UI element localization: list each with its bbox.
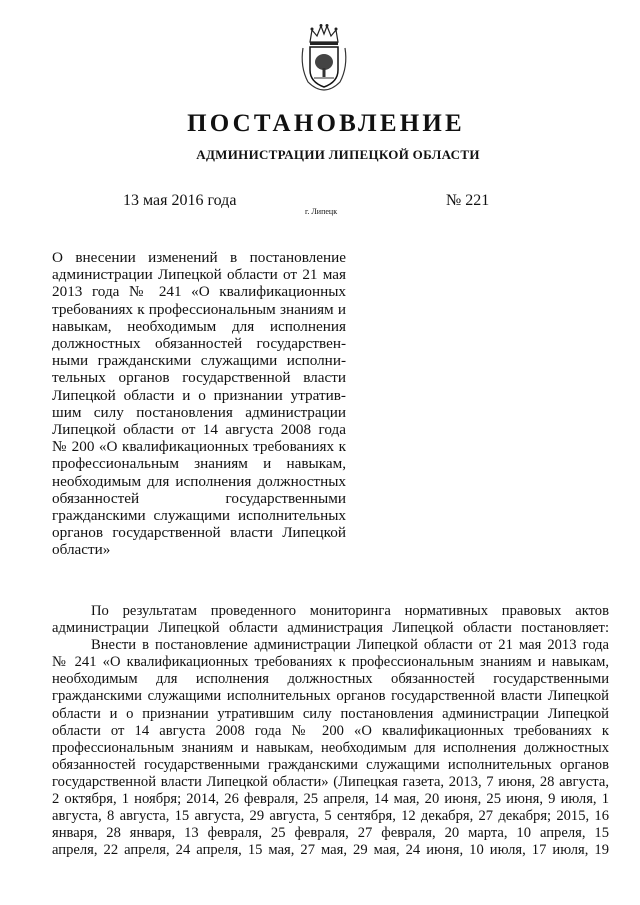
- body-line: государственной власти Липецкой области» (Липецкая газета, 2013, 7 июня, 28 августа,: [52, 773, 609, 790]
- body-line: 2 октября, 1 ноября; 2014, 26 февраля, 25 апреля, 14 мая, 20 июня, 25 июня, 9 июля, 1: [52, 791, 609, 808]
- subject-line: гражданскими служащими исполнительных: [52, 507, 346, 525]
- subject-line: навыкам, необходимым для исполнения: [52, 317, 346, 335]
- document-type-title: ПОСТАНОВЛЕНИЕ: [187, 110, 465, 137]
- body-line: августа, 8 августа, 15 августа, 29 августа, 5 сентября, 12 декабря, 27 декабря; 2015, 16: [52, 808, 609, 825]
- subject-line: необходимым для исполнения должностных: [52, 472, 346, 490]
- document-body: [52, 603, 609, 859]
- subject-line: органов государственной власти Липецкой: [52, 524, 346, 542]
- body-line: № 241 «О квалификационных требованиях к профессиональным знаниям и навыкам,: [52, 654, 609, 671]
- body-line: обязанностей государственными гражданскими служащими исполнительных органов: [52, 756, 609, 773]
- body-line: гражданскими служащими исполнительных органов государственной власти Липецкой: [52, 688, 609, 705]
- subject-line: обязанностей государственными: [52, 489, 346, 507]
- subject-line: должностных обязанностей государствен-: [52, 335, 346, 353]
- subject-line: ными гражданскими служащими исполни-: [52, 352, 346, 370]
- body-line: Внести в постановление администрации Липецкой области от 21 мая 2013 года: [91, 637, 609, 654]
- document-place: г. Липецк: [305, 207, 338, 216]
- coat-of-arms-icon: [298, 22, 350, 92]
- subject-line: профессиональным знаниям и навыкам,: [52, 455, 346, 473]
- subject-line: Липецкой области от 14 августа 2008 года: [52, 421, 346, 439]
- body-line: профессиональным знаниям и навыкам, необходимым для исполнения должностных: [52, 739, 609, 756]
- body-line: января, 28 января, 13 февраля, 25 февраля, 27 февраля, 20 марта, 10 апреля, 15: [52, 825, 609, 842]
- document-subject: [52, 249, 346, 559]
- subject-line: требованиях к профессиональным знаниям и: [52, 300, 346, 318]
- body-line: апреля, 22 апреля, 24 апреля, 15 мая, 27 мая, 29 мая, 24 июня, 10 июля, 17 июля, 19: [52, 842, 609, 859]
- subject-line: области»: [52, 541, 111, 559]
- document-date: 13 мая 2016 года: [123, 192, 237, 209]
- subject-line: 2013 года № 241 «О квалификационных: [52, 283, 346, 301]
- body-line: области от 14 августа 2008 года № 200 «О квалификационных требованиях к: [52, 722, 609, 739]
- subject-line: тельных органов государственной власти: [52, 369, 346, 387]
- subject-line: администрации Липецкой области от 21 мая: [52, 266, 346, 284]
- body-line: области и о признании утратившим силу постановления администрации Липецкой: [52, 705, 609, 722]
- subject-line: шим силу постановления администрации: [52, 403, 346, 421]
- subject-line: № 200 «О квалификационных требованиях к: [52, 438, 346, 456]
- subject-line: О внесении изменений в постановление: [52, 249, 346, 266]
- body-line: администрации Липецкой области администрация Липецкой области постановляет:: [52, 620, 609, 637]
- body-line: По результатам проведенного мониторинга нормативных правовых актов: [91, 603, 609, 619]
- issuing-authority: АДМИНИСТРАЦИИ ЛИПЕЦКОЙ ОБЛАСТИ: [196, 147, 480, 162]
- body-line: необходимым для исполнения должностных обязанностей государственными: [52, 671, 609, 688]
- subject-line: Липецкой области и о признании утратив-: [52, 386, 346, 404]
- document-number: № 221: [446, 192, 490, 209]
